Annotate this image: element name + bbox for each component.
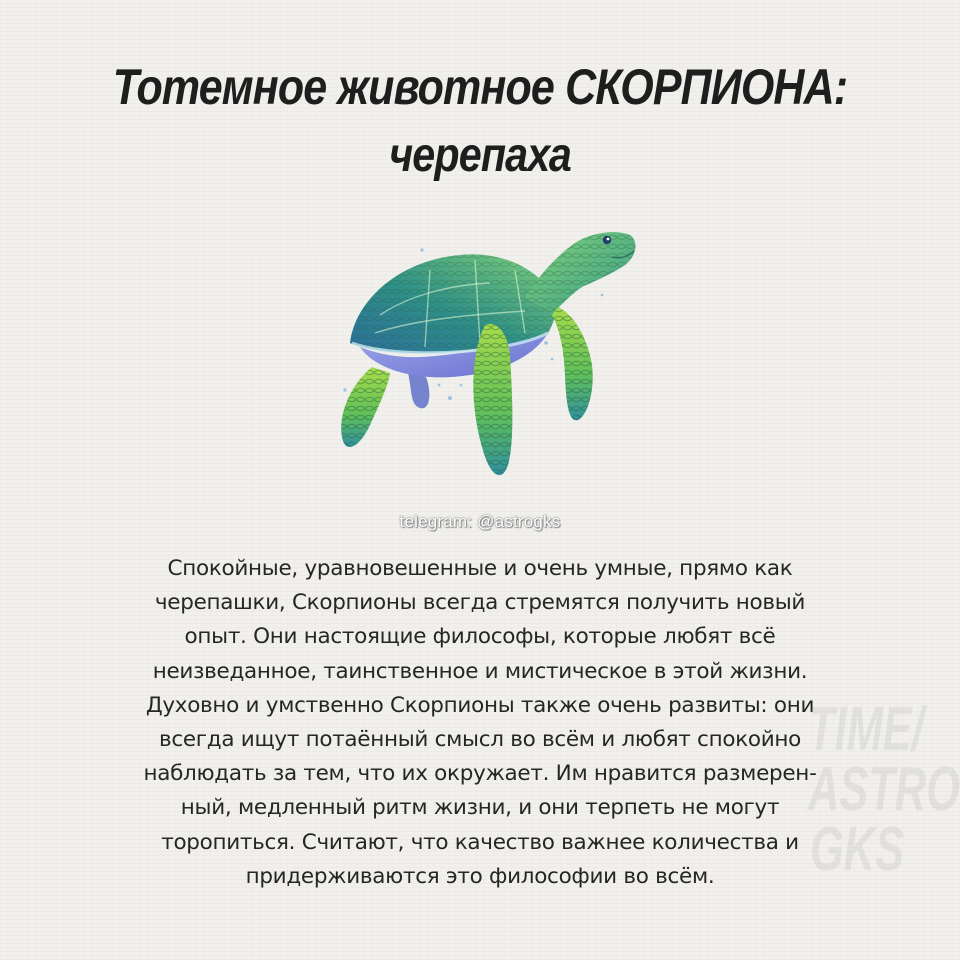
watermark [808,695,960,884]
page-subtitle: черепаха [389,129,571,182]
description-line: Духовно и умственно Скорпионы также очень развиты: они [145,692,815,718]
page-title: Тотемное животное СКОРПИОНА: [112,59,848,115]
description-line: ный, медленный ритм жизни, и они терпеть не могут [180,795,780,821]
watermark-line: GKS [809,815,905,884]
description-line: Спокойные, уравновешенные и очень умные, прямо как [167,556,793,581]
sea-turtle-icon [320,215,650,490]
description-line: придерживаются это философии во всём. [245,863,715,889]
description-line: неизведанное, таинственное и мистическое в этой жизни. [152,658,808,684]
description-line: торопиться. Считают, что качество важнее количества и [161,829,799,855]
description-line: черепашки, Скорпионы всегда стремятся получить новый [154,590,806,616]
description-line: опыт. Они настоящие философы, которые любят всё [184,624,776,650]
description-text [60,552,900,894]
description-line: наблюдать за тем, что их окружает. Им нравится размерен- [143,761,817,787]
watermark-line: TIME/ [808,695,924,764]
telegram-handle: telegram: @astrogks [399,512,561,531]
description-line: всегда ищут потаённый смысл во всём и любят спокойно [158,727,802,753]
watermark-line: ASTRO [808,755,960,824]
